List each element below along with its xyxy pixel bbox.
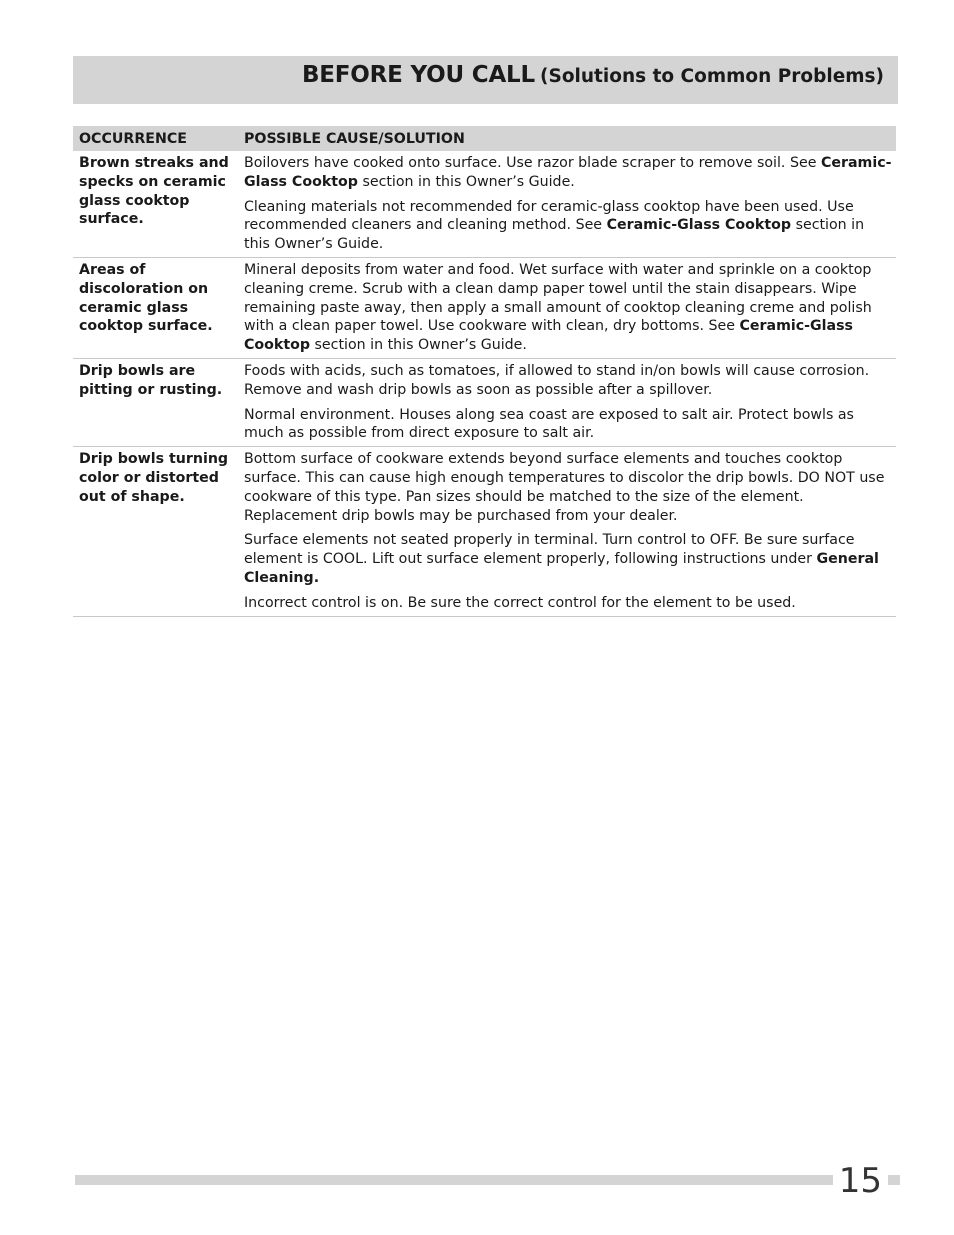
solution-paragraph	[244, 154, 892, 192]
column-header-solution: POSSIBLE CAUSE/SOLUTION	[244, 130, 465, 147]
solution-paragraph	[244, 362, 892, 400]
solution-text: Foods with acids, such as tomatoes, if allowed to stand in/on bowls will cause corrosion. Remove and wash drip bowls as soon as possible after a spillover.	[244, 362, 870, 398]
page-title	[302, 62, 884, 88]
troubleshooting-table	[73, 126, 896, 617]
solution-cell	[233, 359, 896, 446]
table-header	[73, 126, 896, 151]
solution-paragraph	[244, 594, 892, 613]
table-row	[73, 258, 896, 359]
occurrence-cell: Drip bowls turning color or distorted out of shape.	[79, 451, 229, 505]
solution-paragraph	[244, 198, 892, 254]
title-main: BEFORE YOU CALL	[301, 62, 535, 88]
solution-cell	[233, 151, 896, 257]
solution-text-after: section in this Owner’s Guide.	[244, 217, 865, 253]
solution-paragraph	[244, 261, 892, 355]
solution-reference: General Cleaning.	[244, 551, 879, 586]
solution-text: Incorrect control is on. Be sure the correct control for the element to be used.	[244, 594, 796, 611]
title-subtitle: (Solutions to Common Problems)	[540, 66, 884, 87]
solution-cell	[233, 258, 896, 358]
occurrence-cell: Brown streaks and specks on ceramic glass cooktop surface.	[79, 155, 229, 228]
table-row	[73, 359, 896, 447]
solution-reference: Ceramic-Glass Cooktop	[606, 217, 792, 234]
solution-paragraph	[244, 406, 892, 444]
solution-text: Normal environment. Houses along sea coast are exposed to salt air. Protect bowls as much as possible from direct exposure to salt air.	[244, 406, 854, 442]
solution-cell	[233, 447, 896, 615]
solution-paragraph	[244, 531, 892, 587]
solution-reference: Ceramic-Glass Cooktop	[244, 318, 853, 354]
footer-band	[75, 1175, 900, 1185]
solution-text-after: section in this Owner’s Guide.	[310, 337, 527, 354]
solution-text: Boilovers have cooked onto surface. Use razor blade scraper to remove soil. See	[244, 155, 821, 171]
solution-reference: Ceramic-Glass Cooktop	[244, 155, 892, 190]
page-number: 15	[833, 1160, 888, 1202]
header-band	[73, 56, 898, 104]
occurrence-cell: Areas of discoloration on ceramic glass cooktop surface.	[79, 261, 213, 335]
table-row	[73, 447, 896, 616]
table-row	[73, 151, 896, 258]
solution-text: Mineral deposits from water and food. Wet surface with water and sprinkle on a cooktop cleaning creme. Scrub with a clean damp paper towel until the stain disappears. Wipe remaining paste away, then apply a small amount of cooktop cleaning creme and polish with a clean paper towel. Use cookware with clean, dry bottoms. See	[244, 261, 872, 335]
solution-text: Bottom surface of cookware extends beyond surface elements and touches cooktop surface. This can cause high enough temperatures to discolor the drip bowls. DO NOT use cookware of this type. Pan sizes should be matched to the size of the element. Replacement drip bowls may be purchased from your dealer.	[244, 451, 885, 524]
solution-paragraph	[244, 450, 892, 525]
column-header-occurrence: OCCURRENCE	[79, 130, 187, 147]
solution-text: Surface elements not seated properly in terminal. Turn control to OFF. Be sure surface element is COOL. Lift out surface element properly, following instructions under	[244, 532, 855, 568]
solution-text: Cleaning materials not recommended for ceramic-glass cooktop have been used. Use recommended cleaners and cleaning method. See	[244, 198, 854, 234]
occurrence-cell: Drip bowls are pitting or rusting.	[79, 362, 223, 398]
solution-text-after: section in this Owner’s Guide.	[357, 173, 575, 190]
